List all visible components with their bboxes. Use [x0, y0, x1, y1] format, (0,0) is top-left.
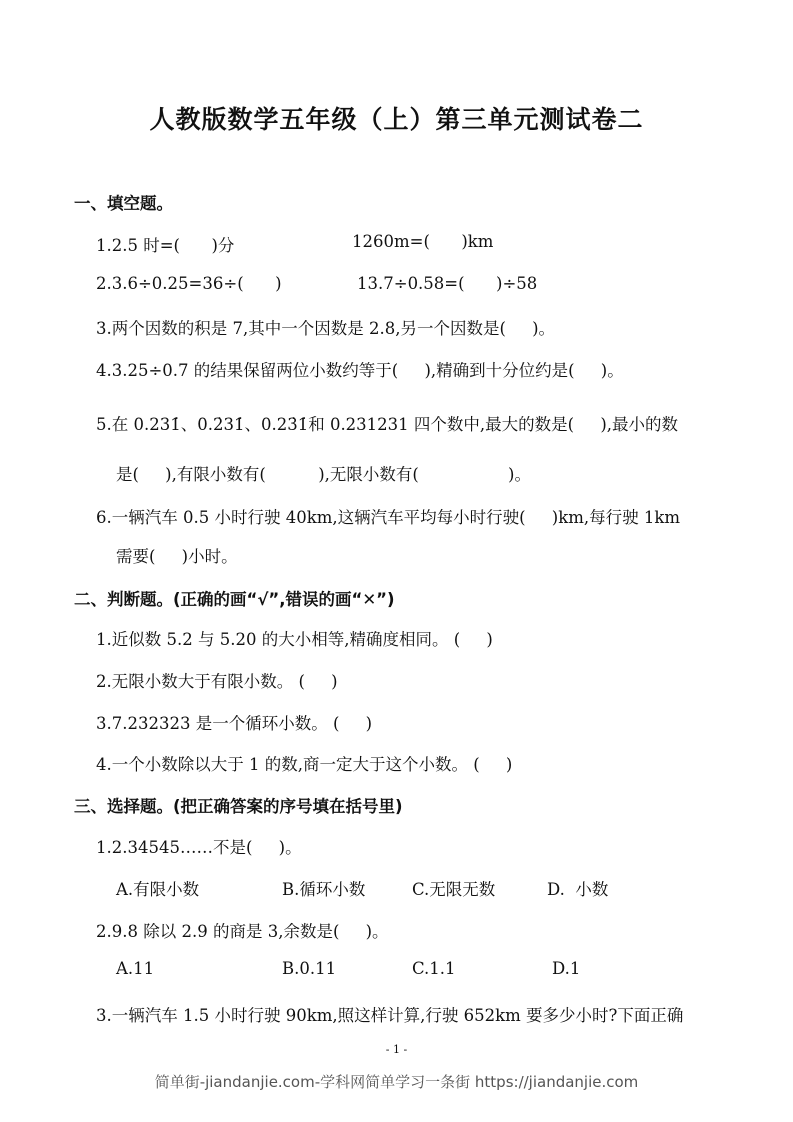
option: A.11: [116, 959, 155, 978]
page-number: - 1 -: [385, 1043, 408, 1056]
question-line: 13.7÷0.58=( )÷58: [357, 274, 538, 293]
question-line: 6.一辆汽车 0.5 小时行驶 40km,这辆汽车平均每小时行驶( )km,每行驶 1km: [96, 508, 680, 527]
option: D. 小数: [547, 880, 609, 899]
question-line: 1.2.5 时=( )分: [96, 236, 235, 255]
option: B.0.11: [282, 959, 337, 978]
question-line: 需要( )小时。: [116, 547, 238, 566]
question-line: 是( ),有限小数有( ),无限小数有( )。: [116, 465, 531, 484]
question-line: 1260m=( )km: [352, 232, 494, 251]
question-line: 3.7.232323 是一个循环小数。 ( ): [96, 714, 373, 733]
question-line: 2.无限小数大于有限小数。 ( ): [96, 672, 338, 691]
question-line: 1.2.34545……不是( )。: [96, 838, 302, 857]
option: D.1: [552, 959, 581, 978]
question-line: 5.在 0.231̇、0.2̇31̇、0.23̇1̇和 0.231231 四个数中,最大的数是( ),最小的数: [96, 415, 679, 434]
section-heading-fill-blank: 一、填空题。: [74, 194, 173, 213]
question-line: 2.9.8 除以 2.9 的商是 3,余数是( )。: [96, 922, 389, 941]
question-line: 2.3.6÷0.25=36÷( ): [96, 274, 282, 293]
section-heading-true-false: 二、判断题。(正确的画“√”,错误的画“✕”): [74, 590, 395, 609]
question-line: 1.近似数 5.2 与 5.20 的大小相等,精确度相同。 ( ): [96, 630, 493, 649]
option: C.1.1: [412, 959, 456, 978]
question-line: 4.一个小数除以大于 1 的数,商一定大于这个小数。 ( ): [96, 755, 513, 774]
footer-watermark: 简单街-jiandanjie.com-学科网简单学习一条街 https://jiandanjie.com: [154, 1073, 639, 1091]
page-title: 人教版数学五年级（上）第三单元测试卷二: [149, 105, 644, 134]
question-line: 3.两个因数的积是 7,其中一个因数是 2.8,另一个因数是( )。: [96, 319, 556, 338]
option: C.无限无数: [412, 880, 496, 899]
question-line: 3.一辆汽车 1.5 小时行驶 90km,照这样计算,行驶 652km 要多少小时?下面正确: [96, 1006, 684, 1025]
option: A.有限小数: [116, 880, 200, 899]
section-heading-multiple-choice: 三、选择题。(把正确答案的序号填在括号里): [74, 797, 403, 816]
option: B.循环小数: [282, 880, 366, 899]
question-line: 4.3.25÷0.7 的结果保留两位小数约等于( ),精确到十分位约是( )。: [96, 361, 624, 380]
